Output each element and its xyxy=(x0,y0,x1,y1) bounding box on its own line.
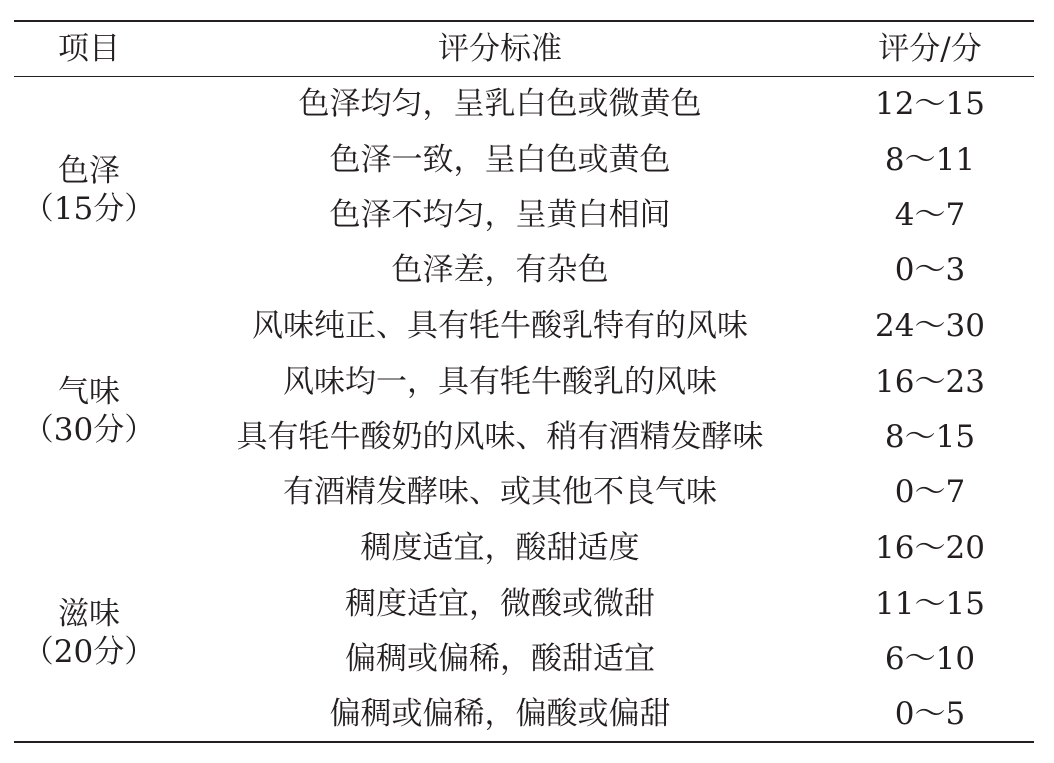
table-header-rule xyxy=(14,76,1034,77)
score-cell: 16～20 xyxy=(875,530,985,566)
criterion-cell: 风味均一，具有牦牛酸乳的风味 xyxy=(283,364,717,400)
criterion-cell: 具有牦牛酸奶的风味、稍有酒精发酵味 xyxy=(236,419,764,455)
score-cell: 6～10 xyxy=(884,641,976,677)
score-cell: 24～30 xyxy=(875,308,985,344)
criterion-cell: 偏稠或偏稀，偏酸或偏甜 xyxy=(329,696,671,732)
score-cell: 0～5 xyxy=(894,696,966,732)
header-item: 项目 xyxy=(58,31,120,67)
criterion-cell: 色泽不均匀，呈黄白相间 xyxy=(329,197,671,233)
score-cell: 4～7 xyxy=(894,197,966,233)
score-cell: 8～11 xyxy=(884,142,976,178)
header-criteria: 评分标准 xyxy=(438,31,562,67)
score-cell: 16～23 xyxy=(875,364,985,400)
table-top-rule xyxy=(14,20,1034,22)
score-cell: 11～15 xyxy=(875,586,985,622)
criterion-cell: 有酒精发酵味、或其他不良气味 xyxy=(283,474,717,510)
criterion-cell: 偏稠或偏稀，酸甜适宜 xyxy=(345,641,655,677)
criterion-cell: 色泽差，有杂色 xyxy=(391,252,609,288)
criterion-cell: 稠度适宜，酸甜适度 xyxy=(360,530,640,566)
group-label-taste xyxy=(14,595,164,671)
header-score: 评分/分 xyxy=(878,31,982,67)
criterion-cell: 稠度适宜，微酸或微甜 xyxy=(345,586,655,622)
group-label-color xyxy=(14,152,164,228)
group-name: 气味 xyxy=(58,374,120,410)
group-label-aroma xyxy=(14,373,164,449)
score-cell: 0～7 xyxy=(894,474,966,510)
group-points: （30分） xyxy=(22,412,156,448)
score-cell: 12～15 xyxy=(875,86,985,122)
group-name: 色泽 xyxy=(58,153,120,189)
criterion-cell: 风味纯正、具有牦牛酸乳特有的风味 xyxy=(252,308,748,344)
group-points: （15分） xyxy=(22,191,156,227)
group-points: （20分） xyxy=(22,634,156,670)
score-cell: 0～3 xyxy=(894,252,966,288)
score-cell: 8～15 xyxy=(884,419,976,455)
table-bottom-rule xyxy=(14,741,1034,743)
group-name: 滋味 xyxy=(58,596,120,632)
criterion-cell: 色泽均匀，呈乳白色或微黄色 xyxy=(298,86,702,122)
criterion-cell: 色泽一致，呈白色或黄色 xyxy=(329,142,671,178)
